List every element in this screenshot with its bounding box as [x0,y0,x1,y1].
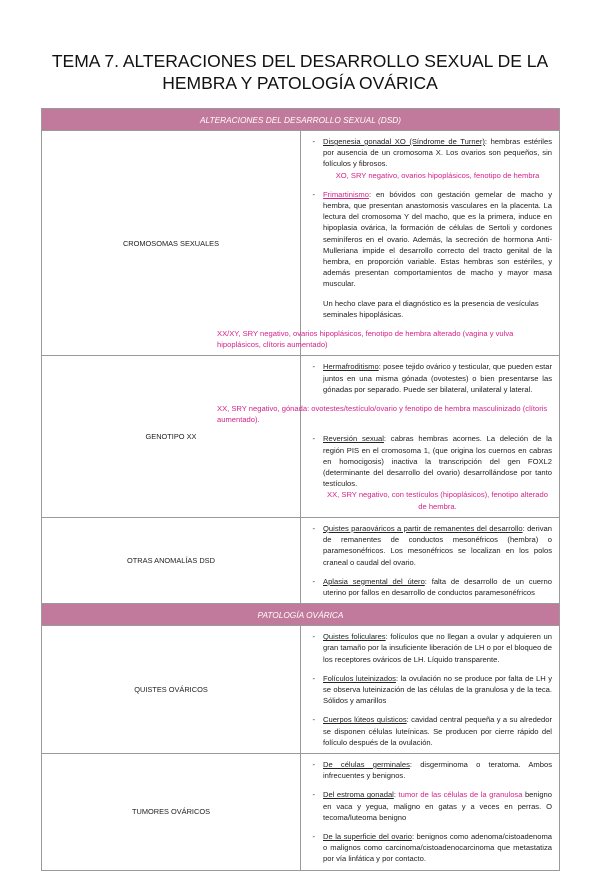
term-text: : posee tejido ovárico y testicular, que pueden estar juntos en una misma gónada (ovotestes) o bien presentarse las gónadas por separado. Puede ser bilateral, unilateral y lateral. [323,362,552,394]
term-title: Folículos luteinizados [323,673,396,683]
list-item: - Del estroma gonadal: tumor de las células de la granulosa benigno en vaca y yegua, maligno en gatas y a veces en perras. O tecoma/luteoma benigno [301,789,552,823]
page-title [40,50,560,94]
highlight-note: XX, SRY negativo, gónada: ovotestes/testículo/ovario y fenotipo de hembra masculinizado (clítoris aumentado). [217,404,548,425]
title-line-2: HEMBRA Y PATOLOGÍA OVÁRICA [162,73,438,93]
term-text: : cavidad central pequeña y a su alrededor se disponen células luteínicas. Se producen por cierre rápido del folículo después de la ovulación. [323,715,552,747]
term-text: : benignos como adenoma/cistoadenoma o malignos como carcinoma/cistoadenocarcinoma que metastatiza por vía linfática y por contacto. [323,831,552,864]
title-line-1: TEMA 7. ALTERACIONES DEL DESARROLLO SEXUAL DE LA [51,51,549,71]
bullet: - [312,759,315,769]
list-item [301,576,552,598]
bullet: - [312,189,315,199]
bullet: - [312,576,315,586]
term-text: : disgerminoma o teratoma. Ambos infrecuentes y benignos. [323,759,552,781]
term-title: Disgenesia gonadal XO (Síndrome de Turner) [323,137,485,146]
highlight-note: XX, SRY negativo, con testículos (hipoplásicos), fenotipo alterado de hembra. [327,490,548,511]
list-item [301,631,552,665]
row-content-cromosomas [217,131,560,356]
table-row [42,356,560,517]
term-title: Frimartinismo [323,189,369,199]
bullet: - [312,715,315,725]
list-item [301,433,552,511]
term-title: Reversión sexual [323,434,384,444]
highlight-term: tumor de las células de la granulosa [398,790,523,800]
row-label-cromosomas: CROMOSOMAS SEXUALES [42,131,301,356]
term-title: De la superficie del ovario [323,831,412,841]
list-item [301,189,552,290]
row-label-genotipo: GENOTIPO XX [42,356,301,517]
term-text: : falta de desarrollo de un cuerno uterino por fallos en desarrollo de conductos paramesonéfricos [323,576,552,597]
list-item [301,523,552,568]
row-label-otras: OTRAS ANOMALÍAS DSD [42,517,301,603]
bullet: - [312,362,315,372]
section-header-dsd: ALTERACIONES DEL DESARROLLO SEXUAL (DSD) [42,109,560,131]
row-content-otras [301,517,560,603]
term-title: Cuerpos lúteos quísticos [323,715,407,725]
list-item [301,673,552,707]
bullet: - [312,632,315,642]
term-title: Hermafroditismo [323,362,379,372]
term-text: : en bóvidos con gestación gemelar de macho y hembra, que presentan anastomosis vasculares en la placenta. La lectura del cromosoma Y del macho, que es la primera, induce en hipoplasia ovárica, la formación de células de Sertoli y cordones seminíferos en el ovario. Además, la secreción de hormona Anti-Mulleriana impide el desarrollo correcto del tracto genital de la hembra, en proporción variable. Estas hembras son estériles, y además presentan comportamientos de macho y mayor masa muscular. [323,189,552,289]
term-title: Del estroma gonadal [323,790,394,800]
row-content-tumores [301,753,560,870]
term-text: : hembras estériles por ausencia de un cromosoma X. Los ovarios son pequeños, sin folículos y fibrosos. [323,137,552,169]
bullet: - [312,523,315,533]
highlight-note: XX/XY, SRY negativo, ovarios hipoplásicos, fenotipo de hembra alterado (vagina y vulva hipoplásicos, clítoris aumentado) [217,329,514,350]
term-text: : folículos que no llegan a ovular y adquieren un gran tamaño por la insuficiente liberación de LH o por el bloqueo de los receptores ováricos de LH. Líquido transparente. [323,632,552,664]
key-fact: Un hecho clave para el diagnóstico es la presencia de vesículas seminales hipoplásicas. [323,298,539,319]
row-content-quistes [301,626,560,754]
bullet: - [312,673,315,683]
term-title: De células germinales [323,759,410,769]
highlight-note: XO, SRY negativo, ovarios hipoplásicos, fenotipo de hembra [335,170,540,180]
row-label-quistes: QUISTES OVÁRICOS [42,626,301,754]
bullet: - [312,434,315,444]
list-item [301,136,552,181]
table-row [42,517,560,603]
section-header-patologia: PATOLOGÍA OVÁRICA [42,604,560,626]
bullet: - [312,831,315,841]
list-item [301,361,552,395]
list-item [301,759,552,781]
table-row [42,753,560,870]
row-label-tumores: TUMORES OVÁRICOS [42,753,301,870]
bullet: - [312,137,315,146]
term-title: Aplasia segmental del útero [323,576,425,586]
list-item [301,831,552,865]
bullet: - [312,790,315,800]
summary-table [41,108,560,871]
row-content-genotipo [217,356,560,517]
term-title: Quistes foliculares [323,632,386,642]
table-row [42,131,560,356]
list-item [301,714,552,748]
term-text: benigno en vaca y yegua, maligno en gatas y a veces en perras. O tecoma/luteoma benigno [323,790,552,822]
term-text: : derivan de remanentes de conductos mesonéfricos (hembra) o paramesonéfricos. Los mesonéfricos se localizan en los polos craneal o caudal del ovario. [323,523,552,567]
term-text: : cabras hembras acornes. La deleción de la región PIS en el cromosoma 1, (que origina los cuernos en cabras en homocigosis) inactiva la transcripción del gen FOXL2 (determinante del desarrollo del ovario) desarrollándose por tanto testículos. [323,434,553,489]
term-text: : la ovulación no se produce por falta de LH y se observa luteinización de las células de la granulosa y de la teca. Sólidos y amarillos [323,673,552,706]
table-row [42,626,560,754]
term-title: Quistes paraováricos a partir de remanentes del desarrollo [323,523,523,533]
